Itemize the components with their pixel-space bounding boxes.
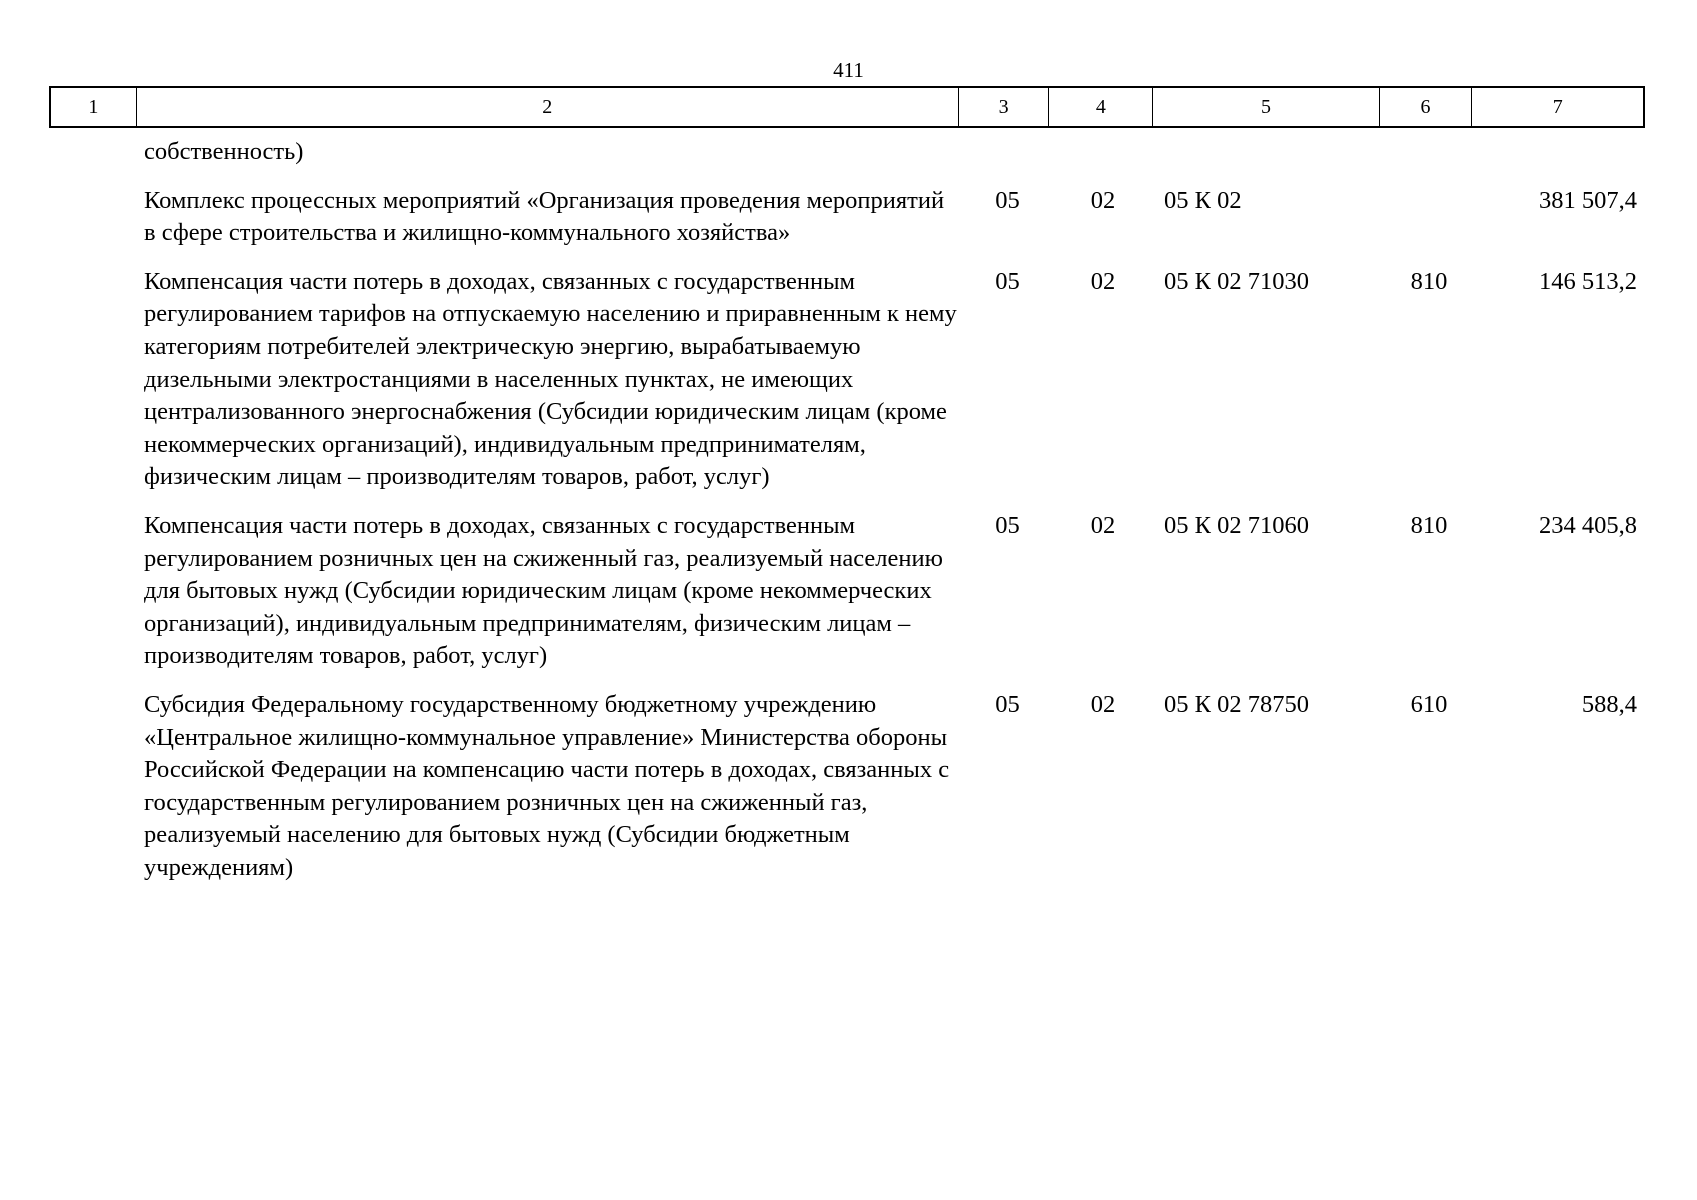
row-subsection: 02 (1090, 690, 1116, 718)
row-target-code: 05 К 02 78750 (1164, 690, 1309, 718)
row-subsection (1050, 136, 1154, 169)
row-expense-type: 810 (1410, 511, 1448, 539)
table-row (49, 266, 1645, 494)
row-subsection: 02 (1090, 186, 1116, 214)
row-amount: 234 405,8 (1539, 511, 1637, 539)
column-header-5: 5 (1153, 88, 1379, 126)
row-section: 05 (995, 267, 1020, 295)
row-target-code: 05 К 02 71030 (1164, 267, 1309, 295)
row-amount: 381 507,4 (1539, 186, 1637, 214)
column-header-1: 1 (51, 88, 137, 126)
page-number: 411 (833, 58, 864, 82)
row-name: Компенсация части потерь в доходах, связанных с государственным регулированием тарифов на отпускаемую населению и приравненным к нему категориям потребителей электрическую энергию, вырабатываемую дизельными электростанциями в населенных пунктах, не имеющих централизованного энергоснабжения (Субсидии юридическим лицам (кроме некоммерческих организаций), индивидуальным предпринимателям, физическим лицам – производителям товаров, работ, услуг) (144, 267, 957, 491)
row-expense-type (1381, 185, 1474, 250)
column-header-6: 6 (1380, 88, 1473, 126)
row-expense-type: 810 (1410, 267, 1448, 295)
row-section: 05 (995, 690, 1020, 718)
row-name: Компенсация части потерь в доходах, связанных с государственным регулированием розничных цен на сжиженный газ, реализуемый населению для бытовых нужд (Субсидии юридическим лицам (кроме некоммерческих организаций), индивидуальным предпринимателям, физическим лицам – производителям товаров, работ, услуг) (144, 511, 943, 670)
row-amount: 146 513,2 (1539, 267, 1637, 295)
table-row (49, 510, 1645, 673)
table-row (49, 689, 1645, 885)
table-body (49, 136, 1645, 884)
column-header-7: 7 (1552, 95, 1563, 118)
row-amount (1474, 136, 1645, 169)
column-header-4: 4 (1049, 88, 1153, 126)
row-name: Комплекс процессных мероприятий «Организация проведения мероприятий в сфере строительства и жилищно-коммунального хозяйства» (144, 186, 945, 247)
row-section: 05 (995, 186, 1020, 214)
row-subsection: 02 (1090, 267, 1116, 295)
table-row (49, 136, 1645, 169)
row-section (959, 136, 1050, 169)
column-header-2: 2 (137, 88, 959, 126)
row-expense-type (1381, 136, 1474, 169)
table-header (49, 86, 1645, 128)
table-row (49, 185, 1645, 250)
row-name: Субсидия Федеральному государственному бюджетному учреждению «Центральное жилищно-коммунальное управление» Министерства обороны Российской Федерации на компенсацию части потерь в доходах, связанных с государственным регулированием розничных цен на сжиженный газ, реализуемый населению для бытовых нужд (Субсидии бюджетным учреждениям) (144, 690, 950, 881)
row-amount: 588,4 (1581, 690, 1637, 718)
row-target-code: 05 К 02 71060 (1164, 511, 1309, 539)
row-section: 05 (995, 511, 1020, 539)
row-target-code (1154, 136, 1381, 169)
row-target-code: 05 К 02 (1164, 186, 1242, 214)
row-expense-type: 610 (1410, 690, 1448, 718)
column-header-3: 3 (959, 88, 1050, 126)
row-subsection: 02 (1090, 511, 1116, 539)
row-name: собственность) (144, 138, 304, 165)
